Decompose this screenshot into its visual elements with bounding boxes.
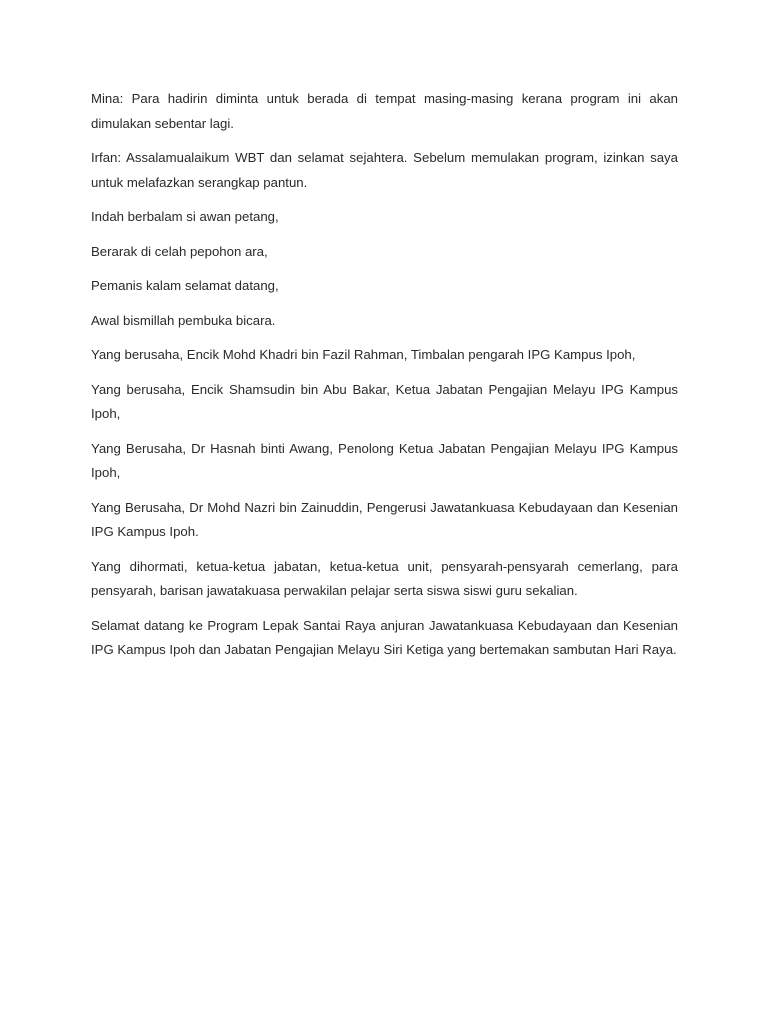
paragraph-announcement: Mina: Para hadirin diminta untuk berada di tempat masing-masing kerana program ini akan dimulakan sebentar lagi. [91,91,678,131]
pantun-line-4: Awal bismillah pembuka bicara. [91,312,276,328]
paragraph-welcome: Selamat datang ke Program Lepak Santai Raya anjuran Jawatankuasa Kebudayaan dan Kesenian IPG Kampus Ipoh dan Jabatan Pengajian Melayu Siri Ketiga yang bertemakan sambutan Hari Raya. [91,617,678,657]
paragraph-greeting: Irfan: Assalamualaikum WBT dan selamat sejahtera. Sebelum memulakan program, izinkan saya untuk melafazkan serangkap pantun. [91,150,678,190]
paragraph-address-3: Yang Berusaha, Dr Hasnah binti Awang, Penolong Ketua Jabatan Pengajian Melayu IPG Kampus Ipoh, [91,440,678,480]
pantun-line-1: Indah berbalam si awan petang, [91,209,279,224]
paragraph-address-5: Yang dihormati, ketua-ketua jabatan, ketua-ketua unit, pensyarah-pensyarah cemerlang, para pensyarah, barisan jawatakuasa perwakilan pelajar serta siswa siswi guru sekalian. [91,558,678,598]
paragraph-address-4: Yang Berusaha, Dr Mohd Nazri bin Zainuddin, Pengerusi Jawatankuasa Kebudayaan dan Kesenian IPG Kampus Ipoh. [91,499,678,539]
pantun-line-2: Berarak di celah pepohon ara, [91,243,268,259]
pantun-line-3: Pemanis kalam selamat datang, [91,278,279,293]
paragraph-address-1: Yang berusaha, Encik Mohd Khadri bin Fazil Rahman, Timbalan pengarah IPG Kampus Ipoh, [91,347,636,362]
paragraph-address-2: Yang berusaha, Encik Shamsudin bin Abu Bakar, Ketua Jabatan Pengajian Melayu IPG Kampus Ipoh, [91,381,678,421]
document-body [91,87,678,673]
